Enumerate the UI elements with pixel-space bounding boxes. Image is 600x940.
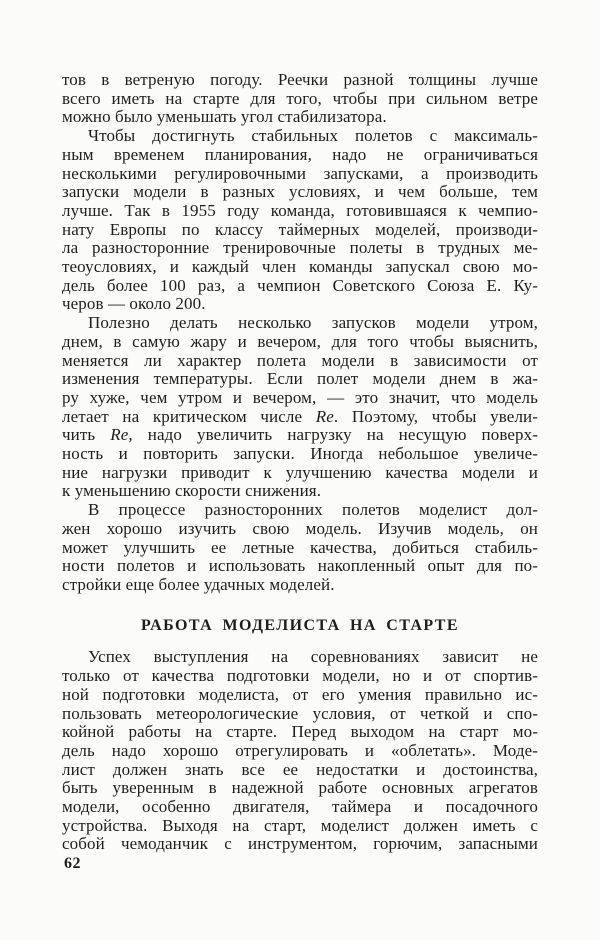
text-line: пользовать метеорологические условия, от четкой и спо- [62, 703, 538, 723]
text-line: ной подготовки моделиста, от его умения правильно ис- [62, 684, 538, 704]
text-line: Чтобы достигнуть стабильных полетов с максималь- [88, 126, 538, 146]
text-line: Успех выступления на соревнованиях зависит не [88, 647, 538, 667]
paragraph [62, 71, 538, 127]
text-line: жен хорошо изучить свою модель. Изучив модель, он [62, 518, 538, 538]
text-line: ние нагрузки приводит к улучшению качества модели и [62, 462, 538, 482]
text-line: ность и повторить запуски. Иногда небольшое увеличе- [62, 444, 538, 464]
text-line: лучше. Так в 1955 году команда, готовившаяся к чемпио- [62, 200, 538, 220]
paragraph [62, 648, 538, 854]
paragraph [62, 127, 538, 314]
page-number: 62 [64, 855, 81, 872]
text-line: всего иметь на старте для того, чтобы при сильном ветре [62, 88, 538, 108]
text-block-before-heading [62, 71, 538, 595]
text-line: может улучшить ее летные качества, добиться стабиль- [62, 537, 538, 557]
text-line: собой чемоданчик с инструментом, горючим, запасными [62, 834, 538, 854]
paragraph [62, 314, 538, 501]
text-line: стройки еще более удачных моделей. [62, 574, 335, 594]
text-line: чить Re, надо увеличить нагрузку на несущую поверх- [62, 425, 538, 445]
text-line: койной работы на старте. Перед выходом на старт мо- [62, 722, 538, 742]
text-line: тов в ветреную погоду. Реечки разной толщины лучше [62, 70, 538, 89]
text-line: ности полетов и использовать накопленный опыт для по- [62, 556, 538, 576]
text-block-after-heading [62, 648, 538, 854]
text-line: черов — около 200. [62, 294, 206, 314]
text-line: запуски модели в разных условиях, и чем больше, тем [62, 182, 538, 202]
text-line: несколькими регулировочными запусками, а производить [62, 163, 538, 183]
text-line: устройства. Выходя на старт, моделист должен иметь с [62, 815, 538, 835]
text-line: изменения температуры. Если полет модели днем в жа- [62, 369, 538, 389]
text-line: днем, в самую жару и вечером, для того чтобы выяснить, [62, 331, 538, 351]
text-line: ру хуже, чем утром и вечером, — это значит, что модель [62, 387, 538, 407]
text-line: можно было уменьшать угол стабилизатора. [62, 107, 387, 127]
text-line: Полезно делать несколько запусков модели утром, [88, 313, 538, 333]
text-line: В процессе разносторонних полетов моделист дол- [88, 500, 538, 520]
text-line: лист должен знать все ее недостатки и достоинства, [62, 759, 538, 779]
text-line: ным временем планирования, надо не ограничиваться [62, 144, 538, 164]
text-line: только от качества подготовки модели, но и от спортив- [62, 666, 538, 686]
text-line: летает на критическом числе Re. Поэтому, чтобы увели- [62, 406, 538, 426]
text-line: быть уверенным в надежной работе основных агрегатов [62, 778, 538, 798]
text-column [62, 71, 538, 854]
text-line: модели, особенно двигателя, таймера и посадочного [62, 797, 538, 817]
section-heading: РАБОТА МОДЕЛИСТА НА СТАРТЕ [141, 616, 459, 634]
text-line: нату Европы по классу таймерных моделей, производи- [62, 219, 538, 239]
text-line: ла разносторонние тренировочные полеты в трудных ме- [62, 238, 538, 258]
paragraph [62, 501, 538, 595]
text-line: дель более 100 раз, а чемпион Советского Союза Е. Ку- [62, 275, 538, 295]
text-line: к уменьшению скорости снижения. [62, 481, 322, 501]
text-line: теоусловиях, и каждый член команды запускал свою мо- [62, 257, 538, 277]
text-line: дель надо хорошо отрегулировать и «облетать». Моде- [62, 740, 538, 760]
text-line: меняется ли характер полета модели в зависимости от [62, 350, 538, 370]
